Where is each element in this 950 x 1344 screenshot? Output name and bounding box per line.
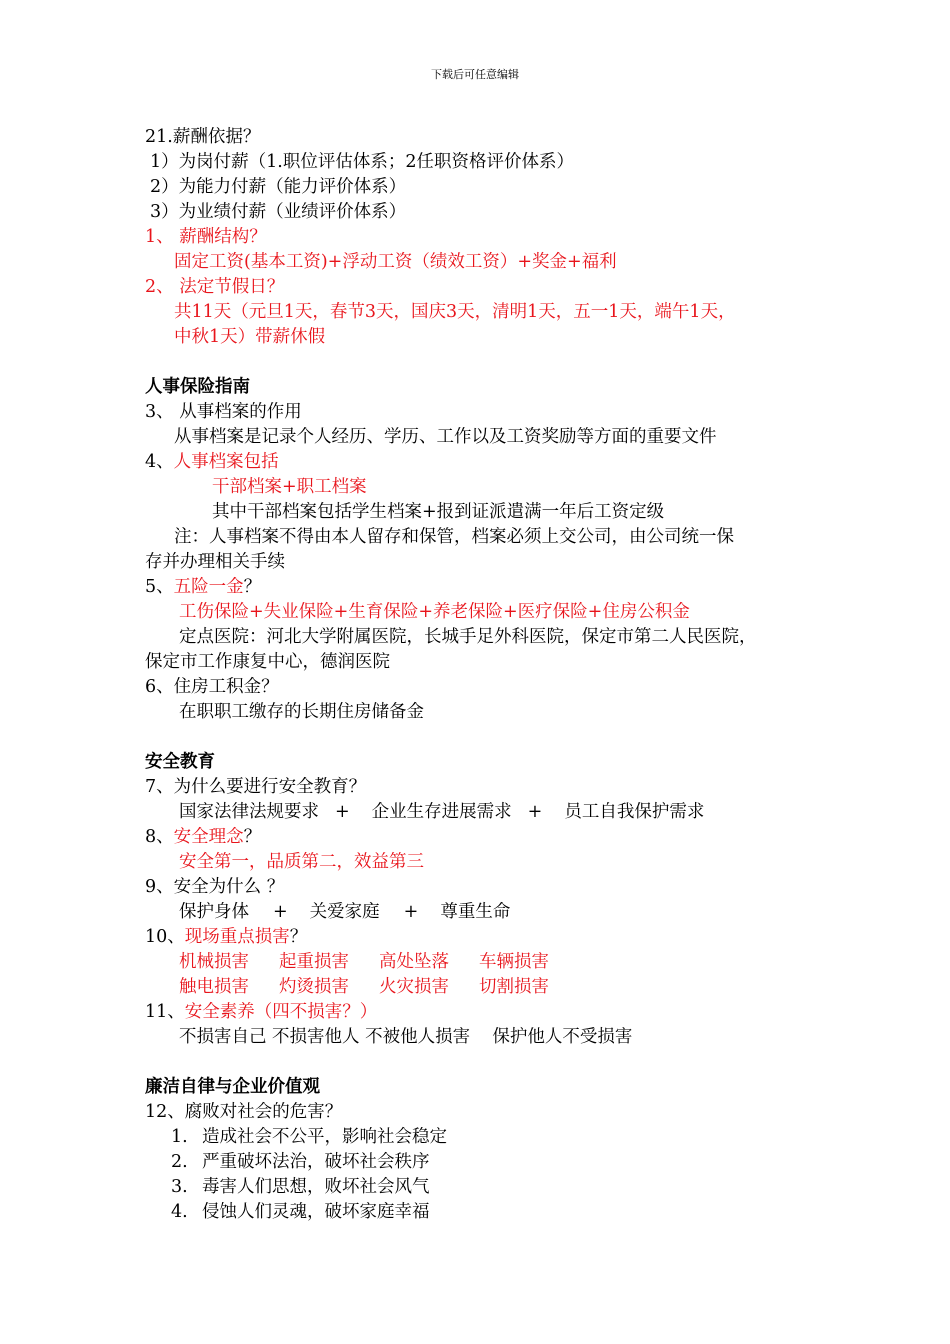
answer-7: 国家法律法规要求 + 企业生存进展需求 + 员工自我保护需求 [179, 802, 705, 822]
answer-3: 从事档案是记录个人经历、学历、工作以及工资奖励等方面的重要文件 [174, 427, 717, 447]
question-9: 9、安全为什么 ？ [145, 877, 285, 897]
question-4: 4、人事档案包括 [145, 452, 279, 472]
q21-item-2: 2）为能力付薪（能力评价体系） [150, 177, 407, 197]
question-2: 2、 法定节假日？ [145, 277, 285, 297]
answer-4-detail: 其中干部档案包括学生档案+报到证派遣满一年后工资定级 [212, 502, 665, 522]
list-item: 1. 造成社会不公平，影响社会稳定 [171, 1127, 447, 1147]
list-item: 2. 严重破坏法治，破坏社会秩序 [171, 1152, 430, 1172]
answer-2-line-2: 中秋1天）带薪休假 [174, 327, 326, 347]
answer-5: 工伤保险+失业保险+生育保险+养老保险+医疗保险+住房公积金 [179, 602, 690, 622]
answer-8: 安全第一，品质第二，效益第三 [179, 852, 424, 872]
note-line-2: 存并办理相关手续 [145, 552, 285, 572]
note-line-1: 注：人事档案不得由本人留存和保管，档案必须上交公司，由公司统一保 [174, 527, 734, 547]
answer-2-line-1: 共11天（元旦1天，春节3天，国庆3天，清明1天，五一1天，端午1天， [174, 302, 736, 322]
question-6: 6、住房工积金？ [145, 677, 279, 697]
answer-10-row-1: 机械损害 起重损害 高处坠落 车辆损害 [179, 952, 549, 972]
section-title-hr-insurance: 人事保险指南 [145, 377, 250, 397]
answer-1: 固定工资(基本工资)+浮动工资（绩效工资）+奖金+福利 [174, 252, 617, 272]
question-3: 3、 从事档案的作用 [145, 402, 302, 422]
answer-10-row-2: 触电损害 灼烫损害 火灾损害 切割损害 [179, 977, 549, 997]
question-5: 5、五险一金？ [145, 577, 262, 597]
q21-item-1: 1）为岗付薪（1.职位评估体系；2任职资格评价体系） [150, 152, 574, 172]
document-body [145, 125, 835, 1225]
q21-item-3: 3）为业绩付薪（业绩评价体系） [150, 202, 407, 222]
question-10: 10、现场重点损害？ [145, 927, 308, 947]
question-11: 11、安全素养（四不损害？） [145, 1002, 378, 1022]
answer-6: 在职职工缴存的长期住房储备金 [179, 702, 424, 722]
answer-4-red: 干部档案+职工档案 [212, 477, 367, 497]
hospital-line-2: 保定市工作康复中心，德润医院 [145, 652, 390, 672]
list-item: 3. 毒害人们思想，败坏社会风气 [171, 1177, 430, 1197]
section-title-integrity: 廉洁自律与企业价值观 [145, 1077, 320, 1097]
question-8: 8、安全理念？ [145, 827, 262, 847]
question-12: 12、腐败对社会的危害？ [145, 1102, 343, 1122]
answer-9: 保护身体 + 关爱家庭 + 尊重生命 [179, 902, 511, 922]
list-item: 4. 侵蚀人们灵魂，破坏家庭幸福 [171, 1202, 430, 1222]
question-7: 7、为什么要进行安全教育？ [145, 777, 367, 797]
section-title-safety: 安全教育 [145, 752, 215, 772]
question-21: 21.薪酬依据？ [145, 127, 261, 147]
hospital-line-1: 定点医院：河北大学附属医院，长城手足外科医院，保定市第二人民医院， [179, 627, 757, 647]
question-1: 1、 薪酬结构？ [145, 227, 267, 247]
page-header: 下载后可任意编辑 [431, 68, 519, 81]
answer-11: 不损害自己 不损害他人 不被他人损害 保护他人不受损害 [179, 1027, 633, 1047]
